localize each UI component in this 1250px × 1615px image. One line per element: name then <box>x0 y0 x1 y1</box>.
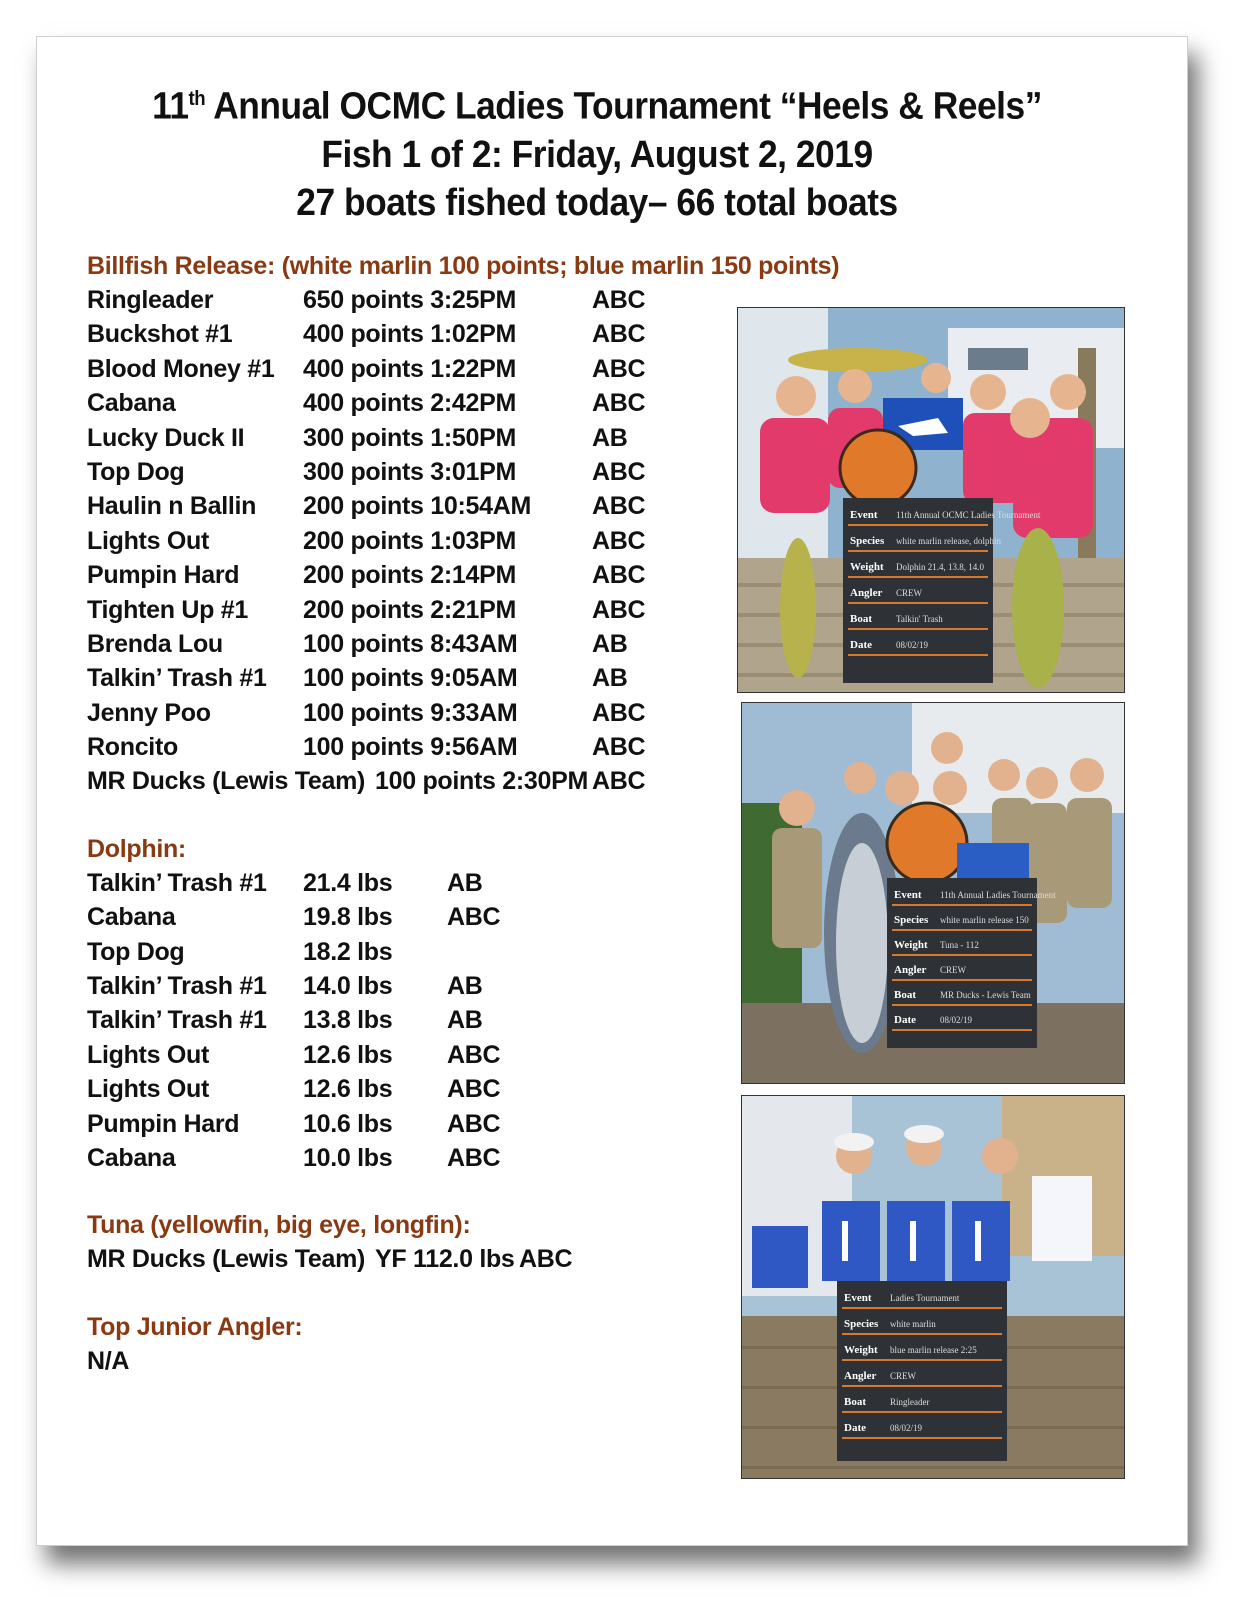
tuna-results <box>87 1242 747 1276</box>
board-value-boat: Ringleader <box>890 1397 930 1407</box>
board-value-boat: Talkin' Trash <box>896 614 943 624</box>
billfish-row-tag: ABC <box>592 320 646 349</box>
billfish-row-boat: Blood Money #1 <box>87 354 275 383</box>
billfish-row-result: 100 points 9:33AM <box>303 698 518 727</box>
billfish-row-result: 400 points 1:22PM <box>303 354 517 383</box>
dolphin-row-tag: ABC <box>447 1040 501 1069</box>
board-value-date: 08/02/19 <box>896 640 929 650</box>
billfish-row-result: 650 points 3:25PM <box>303 286 517 314</box>
board-label: Angler <box>844 1370 877 1382</box>
billfish-row-result: 100 points 8:43AM <box>303 629 518 658</box>
billfish-row-tag: AB <box>592 629 628 658</box>
billfish-row <box>87 455 747 489</box>
billfish-row <box>87 627 747 661</box>
board-value-angler: CREW <box>940 965 966 975</box>
board-value-event: Ladies Tournament <box>890 1293 960 1303</box>
title-line-1: 11th Annual OCMC Ladies Tournament “Heels & Reels” <box>152 85 1042 128</box>
billfish-row <box>87 661 747 695</box>
billfish-row-result: 300 points 3:01PM <box>303 457 517 486</box>
board-label: Date <box>844 1422 866 1434</box>
dolphin-row <box>87 1003 747 1037</box>
billfish-row-tag: ABC <box>592 354 646 383</box>
billfish-row <box>87 524 747 558</box>
dolphin-heading: Dolphin: <box>87 834 186 863</box>
billfish-row <box>87 696 747 730</box>
dolphin-row-weight: 12.6 lbs <box>303 1075 393 1104</box>
board-label: Weight <box>894 939 928 951</box>
junior-heading: Top Junior Angler: <box>87 1312 303 1341</box>
board-value-weight: blue marlin release 2:25 <box>890 1345 977 1355</box>
board-value-weight: Dolphin 21.4, 13.8, 14.0 <box>896 562 985 572</box>
billfish-row-boat: Brenda Lou <box>87 629 223 658</box>
dolphin-row-weight: 21.4 lbs <box>303 868 393 897</box>
billfish-row-result: 200 points 2:21PM <box>303 595 517 624</box>
billfish-row-tag: ABC <box>592 389 646 418</box>
billfish-row-boat: Lucky Duck II <box>87 423 245 452</box>
dolphin-row-weight: 13.8 lbs <box>303 1006 393 1035</box>
billfish-row <box>87 283 747 317</box>
billfish-row-result: 100 points 9:56AM <box>303 733 518 762</box>
billfish-row-tag: ABC <box>592 286 646 314</box>
dolphin-row <box>87 1141 747 1175</box>
billfish-row-boat: Roncito <box>87 733 178 762</box>
dolphin-row-tag: AB <box>447 868 483 897</box>
billfish-row-result: 300 points 1:50PM <box>303 423 517 452</box>
billfish-row-result: 200 points 1:03PM <box>303 526 517 555</box>
billfish-row-tag: ABC <box>592 492 646 521</box>
board-label: Date <box>850 639 872 651</box>
billfish-results <box>87 283 747 799</box>
dolphin-row <box>87 935 747 969</box>
board-value-event: 11th Annual OCMC Ladies Tournament <box>896 510 1041 520</box>
billfish-row-tag: ABC <box>592 698 646 727</box>
board-label: Species <box>894 914 929 926</box>
billfish-row <box>87 730 747 764</box>
dolphin-row-tag: ABC <box>447 1143 501 1172</box>
billfish-row-boat: Haulin n Ballin <box>87 492 257 521</box>
tuna-row-weight: YF 112.0 lbs <box>375 1245 515 1274</box>
dolphin-row-weight: 14.0 lbs <box>303 972 393 1001</box>
billfish-row-result: 100 points 9:05AM <box>303 664 518 693</box>
billfish-row <box>87 593 747 627</box>
board-label: Event <box>844 1292 872 1304</box>
billfish-row-tag: ABC <box>592 733 646 762</box>
title-line-2: Fish 1 of 2: Friday, August 2, 2019 <box>321 133 873 176</box>
billfish-row <box>87 352 747 386</box>
billfish-row-boat: MR Ducks (Lewis Team) <box>87 767 366 796</box>
board-label: Event <box>894 889 922 901</box>
photo-dolphin-catch-image <box>738 308 1124 692</box>
board-value-boat: MR Ducks - Lewis Team <box>940 990 1031 1000</box>
board-label: Species <box>850 535 885 547</box>
billfish-row <box>87 386 747 420</box>
billfish-row-result: 400 points 2:42PM <box>303 389 517 418</box>
billfish-row-tag: ABC <box>592 595 646 624</box>
dolphin-row <box>87 900 747 934</box>
board-label: Weight <box>850 561 884 573</box>
billfish-row-result: 200 points 10:54AM <box>303 492 532 521</box>
tuna-heading: Tuna (yellowfin, big eye, longfin): <box>87 1211 471 1240</box>
billfish-row-result: 100 points 2:30PM <box>375 767 589 796</box>
dolphin-row-boat: Talkin’ Trash #1 <box>87 972 267 1001</box>
dolphin-row-weight: 18.2 lbs <box>303 937 393 966</box>
billfish-row-boat: Buckshot #1 <box>87 320 233 349</box>
dolphin-row <box>87 1038 747 1072</box>
billfish-row <box>87 764 747 798</box>
billfish-row-tag: ABC <box>592 767 646 796</box>
board-value-species: white marlin release 150 <box>940 915 1029 925</box>
billfish-row-tag: AB <box>592 664 628 693</box>
board-label: Event <box>850 509 878 521</box>
board-label: Boat <box>850 613 872 625</box>
document-page <box>36 36 1188 1546</box>
board-label: Angler <box>850 587 883 599</box>
board-label: Angler <box>894 964 927 976</box>
billfish-row-result: 400 points 1:02PM <box>303 320 517 349</box>
tuna-row <box>87 1242 747 1276</box>
board-value-angler: CREW <box>896 588 922 598</box>
billfish-row <box>87 558 747 592</box>
board-label: Species <box>844 1318 879 1330</box>
board-value-weight: Tuna - 112 <box>940 940 979 950</box>
billfish-row-tag: ABC <box>592 526 646 555</box>
photo-tuna-catch <box>741 702 1125 1084</box>
dolphin-row-weight: 10.6 lbs <box>303 1109 393 1138</box>
dolphin-row-tag: AB <box>447 972 483 1001</box>
board-label: Boat <box>844 1396 866 1408</box>
dolphin-row-tag: ABC <box>447 903 501 932</box>
title-line-3: 27 boats fished today– 66 total boats <box>296 181 898 224</box>
billfish-row-boat: Tighten Up #1 <box>87 595 248 624</box>
board-value-event: 11th Annual Ladies Tournament <box>940 890 1056 900</box>
board-value-date: 08/02/19 <box>890 1423 923 1433</box>
dolphin-row-boat: Talkin’ Trash #1 <box>87 868 267 897</box>
billfish-row-tag: ABC <box>592 457 646 486</box>
billfish-row-boat: Pumpin Hard <box>87 561 240 590</box>
photo-release-flags-image <box>742 1096 1124 1478</box>
dolphin-row-boat: Cabana <box>87 1143 176 1172</box>
board-value-species: white marlin <box>890 1319 936 1329</box>
board-value-angler: CREW <box>890 1371 916 1381</box>
billfish-row-boat: Top Dog <box>87 457 185 486</box>
tuna-row-tag: ABC <box>519 1245 573 1274</box>
dolphin-row <box>87 969 747 1003</box>
photo-tuna-catch-image <box>742 703 1124 1083</box>
junior-value: N/A <box>87 1346 130 1375</box>
billfish-row-boat: Lights Out <box>87 526 209 555</box>
dolphin-row <box>87 1107 747 1141</box>
billfish-row-tag: ABC <box>592 561 646 590</box>
dolphin-results <box>87 866 747 1176</box>
board-label: Boat <box>894 989 916 1001</box>
results-list <box>87 249 840 1378</box>
tuna-row-boat: MR Ducks (Lewis Team) <box>87 1245 366 1274</box>
board-value-date: 08/02/19 <box>940 1015 973 1025</box>
photo-release-flags <box>741 1095 1125 1479</box>
dolphin-row-weight: 19.8 lbs <box>303 903 393 932</box>
dolphin-row <box>87 1072 747 1106</box>
dolphin-row-boat: Top Dog <box>87 937 185 966</box>
billfish-row-tag: AB <box>592 423 628 452</box>
billfish-row-boat: Ringleader <box>87 286 214 314</box>
billfish-row-boat: Talkin’ Trash #1 <box>87 664 267 693</box>
dolphin-row-boat: Cabana <box>87 903 176 932</box>
dolphin-row-weight: 12.6 lbs <box>303 1040 393 1069</box>
board-value-species: white marlin release, dolphin <box>896 536 1001 546</box>
dolphin-row-weight: 10.0 lbs <box>303 1143 393 1172</box>
dolphin-row-tag: ABC <box>447 1109 501 1138</box>
billfish-row <box>87 421 747 455</box>
dolphin-row-boat: Lights Out <box>87 1075 209 1104</box>
board-label: Weight <box>844 1344 878 1356</box>
billfish-row-result: 200 points 2:14PM <box>303 561 517 590</box>
billfish-heading: Billfish Release: (white marlin 100 points; blue marlin 150 points) <box>87 252 840 280</box>
photo-dolphin-catch <box>737 307 1125 693</box>
dolphin-row-tag: ABC <box>447 1075 501 1104</box>
page-title <box>76 75 1118 227</box>
billfish-row-boat: Jenny Poo <box>87 698 211 727</box>
dolphin-row-boat: Talkin’ Trash #1 <box>87 1006 267 1035</box>
dolphin-row-tag: AB <box>447 1006 483 1035</box>
board-label: Date <box>894 1014 916 1026</box>
dolphin-row-boat: Lights Out <box>87 1040 209 1069</box>
dolphin-row-boat: Pumpin Hard <box>87 1109 240 1138</box>
billfish-row-boat: Cabana <box>87 389 176 418</box>
billfish-row <box>87 317 747 351</box>
billfish-row <box>87 489 747 523</box>
dolphin-row <box>87 866 747 900</box>
